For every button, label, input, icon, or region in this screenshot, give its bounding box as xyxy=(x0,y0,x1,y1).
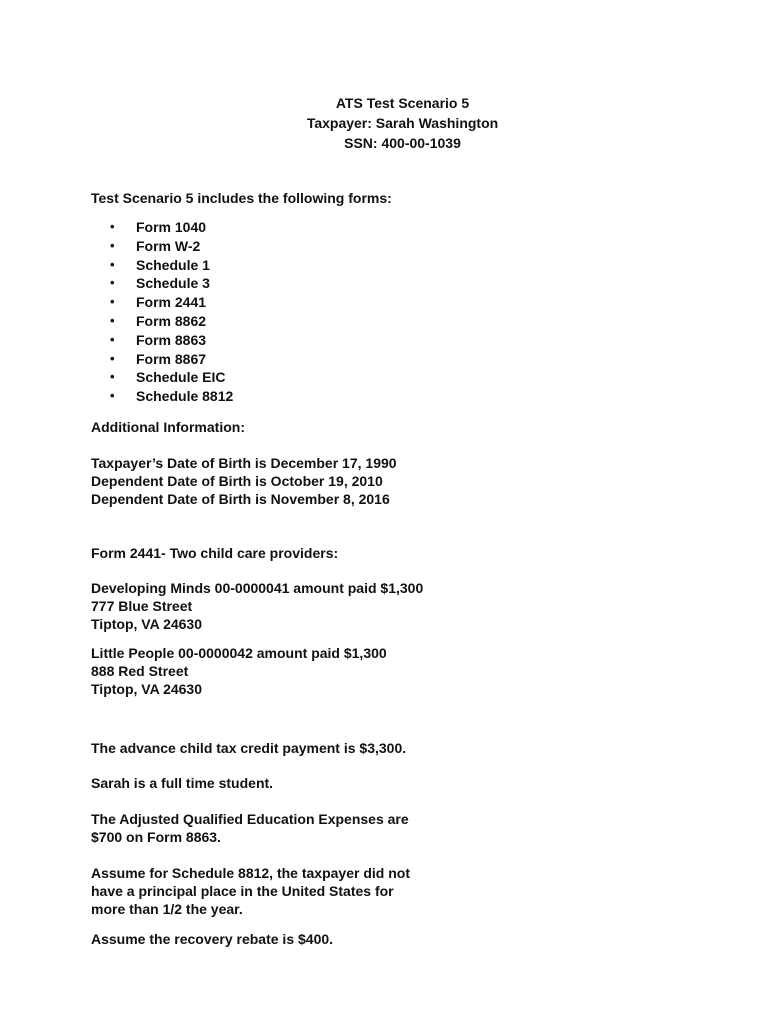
form-name: Schedule 3 xyxy=(136,275,210,292)
form-name: Form W-2 xyxy=(136,237,201,254)
document-header xyxy=(0,93,770,153)
forms-intro-section xyxy=(91,189,691,207)
schedule8812-section xyxy=(91,864,691,918)
bullet-icon: • xyxy=(110,331,115,347)
list-item xyxy=(110,256,233,275)
form-name: Form 8867 xyxy=(136,350,207,367)
list-item xyxy=(110,312,233,331)
recovery-rebate-text: Assume the recovery rebate is $400. xyxy=(91,931,334,947)
list-item xyxy=(110,368,233,387)
taxpayer-name: Taxpayer: Sarah Washington xyxy=(306,115,499,131)
bullet-icon: • xyxy=(110,369,115,385)
forms-list xyxy=(110,218,233,406)
forms-intro-text: Test Scenario 5 includes the following forms: xyxy=(91,190,392,206)
list-item xyxy=(110,331,233,350)
provider-block-1 xyxy=(91,579,691,633)
education-line-2: $700 on Form 8863. xyxy=(91,829,221,845)
schedule8812-line-3: more than 1/2 the year. xyxy=(91,901,243,917)
advance-ctc-text: The advance child tax credit payment is $3,300. xyxy=(91,740,407,756)
student-text: Sarah is a full time student. xyxy=(91,775,274,791)
provider-name-amount: Little People 00-0000042 amount paid $1,300 xyxy=(91,645,387,661)
bullet-icon: • xyxy=(110,388,115,404)
schedule8812-line-2: have a principal place in the United States for xyxy=(91,883,394,899)
schedule8812-line-1: Assume for Schedule 8812, the taxpayer did not xyxy=(91,865,410,881)
taxpayer-ssn: SSN: 400-00-1039 xyxy=(344,135,461,151)
birth-dates-section xyxy=(91,454,691,508)
provider-street: 888 Red Street xyxy=(91,663,189,679)
dependent-dob-1: Dependent Date of Birth is October 19, 2010 xyxy=(91,473,383,489)
form-name: Form 2441 xyxy=(136,294,207,311)
bullet-icon: • xyxy=(110,275,115,291)
form-name: Schedule 1 xyxy=(136,256,210,273)
education-expenses-section xyxy=(91,810,691,846)
form-name: Form 1040 xyxy=(136,219,207,235)
form-name: Form 8862 xyxy=(136,312,207,329)
dependent-dob-2: Dependent Date of Birth is November 8, 2016 xyxy=(91,491,390,507)
bullet-icon: • xyxy=(110,256,115,272)
provider-block-2 xyxy=(91,644,691,698)
recovery-rebate-section xyxy=(91,930,691,948)
list-item xyxy=(110,387,233,406)
bullet-icon: • xyxy=(110,312,115,328)
bullet-icon: • xyxy=(110,219,115,234)
form-name: Schedule 8812 xyxy=(136,388,234,405)
form2441-heading: Form 2441- Two child care providers: xyxy=(91,545,339,561)
list-item xyxy=(110,350,233,369)
bullet-icon: • xyxy=(110,237,115,253)
provider-name-amount: Developing Minds 00-0000041 amount paid $1,300 xyxy=(91,580,424,596)
scenario-title: ATS Test Scenario 5 xyxy=(335,95,470,111)
list-item xyxy=(110,237,233,256)
list-item xyxy=(110,293,233,312)
provider-city: Tiptop, VA 24630 xyxy=(91,616,202,632)
bullet-icon: • xyxy=(110,350,115,366)
education-line-1: The Adjusted Qualified Education Expenses are xyxy=(91,811,409,827)
form-name: Schedule EIC xyxy=(136,369,226,386)
additional-info-section xyxy=(91,418,691,436)
provider-city: Tiptop, VA 24630 xyxy=(91,681,202,697)
form-name: Form 8863 xyxy=(136,331,207,348)
additional-info-heading: Additional Information: xyxy=(91,419,245,435)
list-item xyxy=(110,274,233,293)
bullet-icon: • xyxy=(110,294,115,310)
advance-ctc-section xyxy=(91,739,691,757)
form2441-section xyxy=(91,544,691,562)
provider-street: 777 Blue Street xyxy=(91,598,193,614)
list-item xyxy=(110,218,233,237)
taxpayer-dob: Taxpayer’s Date of Birth is December 17, 1990 xyxy=(91,455,397,471)
student-section xyxy=(91,774,691,792)
